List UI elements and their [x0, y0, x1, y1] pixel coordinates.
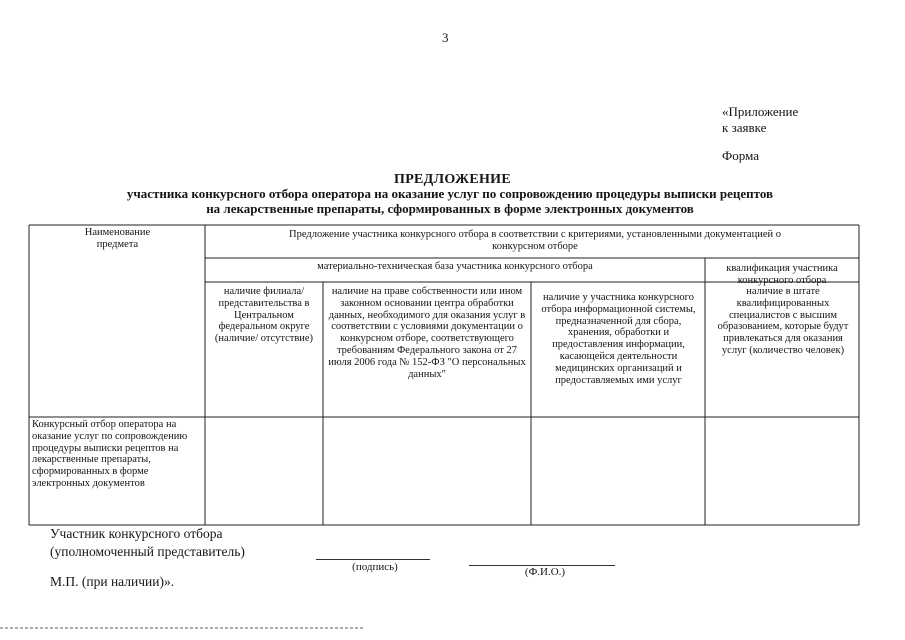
row-subject: Конкурсный отбор оператора на оказание услуг по сопровождению процедуры выписки рецептов на лекарственные препараты, сформированных в форме электронных документов	[32, 419, 188, 489]
criterion-branch: наличие филиала/ представительства в Центральном федеральном округе (наличие/ отсутствие)	[214, 286, 314, 345]
subtitle-line-2: на лекарственные препараты, сформированных в форме электронных документов	[206, 201, 694, 216]
page-number: 3	[442, 30, 449, 45]
document-title: ПРЕДЛОЖЕНИЕ	[394, 172, 511, 187]
criterion-info-system: наличие у участника конкурсного отбора информационной системы, предназначенной для сбора, хранения, обработки и предоставления информации, касающейся деятельности медицинских организаций и предоставляемых ими услуг	[541, 292, 696, 386]
appendix-block	[722, 104, 798, 164]
appendix-line-1: «Приложение	[722, 104, 799, 119]
appendix-line-2: к заявке	[722, 120, 767, 135]
header-qualification: квалификация участника конкурсного отбора	[726, 263, 838, 286]
participant-line-2: (уполномоченный представитель)	[50, 544, 245, 559]
criterion-data-center: наличие на праве собственности или ином законном основании центра обработки данных, необходимого для оказания услуг в соответствии с условиями документации о конкурсном отборе, соответствующего требованиям Федерального закона от 27 июля 2006 года № 152-ФЗ "О персональных данных"	[328, 286, 526, 380]
stamp-label: М.П. (при наличии)».	[50, 574, 175, 589]
signature-line	[316, 559, 430, 560]
participant-label	[50, 525, 245, 561]
subtitle-line-1: участника конкурсного отбора оператора на оказание услуг по сопровождению процедуры выписки рецептов	[126, 186, 774, 201]
scan-edge-mark	[0, 627, 365, 629]
name-label: (Ф.И.О.)	[524, 566, 566, 578]
criterion-specialists: наличие в штате квалифицированных специалистов с высшим образованием, которые будут привлекаться для оказания услуг (количество человек)	[717, 286, 849, 356]
signature-label: (подпись)	[352, 561, 398, 573]
header-proposal: Предложение участника конкурсного отбора в соответствии с критериями, установленными документацией о конкурсном отборе	[289, 229, 781, 252]
header-subject: Наименование предмета	[84, 227, 151, 250]
participant-line-1: Участник конкурсного отбора	[50, 526, 223, 541]
form-label: Форма	[722, 148, 759, 163]
document-subtitle	[40, 186, 860, 216]
header-material-base: материально-техническая база участника конкурсного отбора	[317, 261, 593, 272]
